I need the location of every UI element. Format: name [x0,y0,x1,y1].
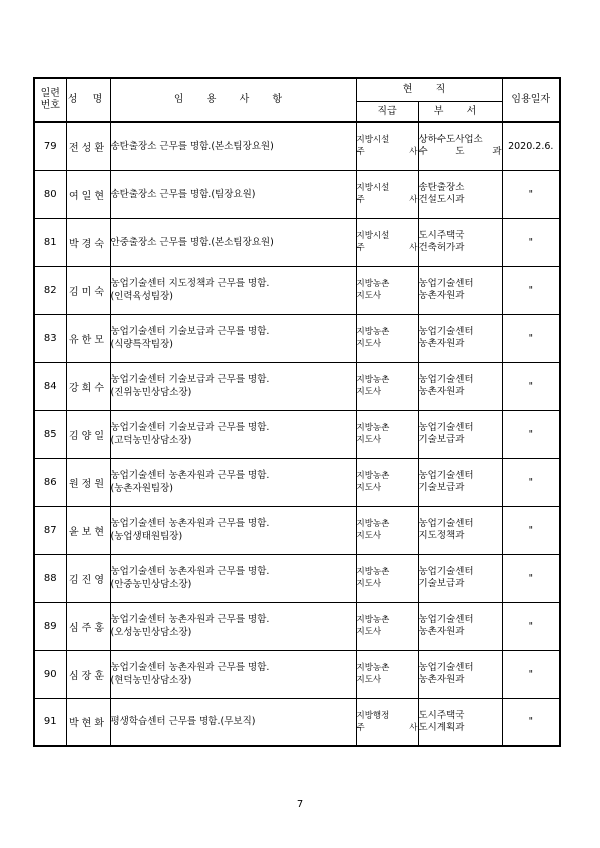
appointment-detail [110,314,356,362]
current-grade [356,698,418,746]
table-row [34,458,560,506]
header-current: 현 직 [356,78,502,102]
grade-line2: 지도사 [356,339,382,349]
appointment-date: " [502,410,560,458]
appointment-detail [110,554,356,602]
appointment-detail [110,698,356,746]
appointment-line1: 농업기술센터 농촌자원과 근무를 명함. [110,470,270,481]
current-grade [356,554,418,602]
dept-line1: 농업기술센터 [418,278,474,289]
current-grade [356,170,418,218]
appointment-date: " [502,650,560,698]
serial-number: 85 [34,410,66,458]
serial-number: 82 [34,266,66,314]
current-dept [418,170,502,218]
table-row [34,122,560,170]
appointment-date: " [502,506,560,554]
appointment-line1: 농업기술센터 농촌자원과 근무를 명함. [110,518,270,529]
grade-line1: 지방농촌 [356,615,390,625]
appointment-date: " [502,314,560,362]
appointment-line1: 농업기술센터 기술보급과 근무를 명함. [110,422,270,433]
current-dept [418,362,502,410]
serial-number: 81 [34,218,66,266]
dept-line2: 농촌자원과 [418,386,465,397]
table-row [34,410,560,458]
dept-line1: 송탄출장소 [418,182,465,193]
appointment-detail [110,410,356,458]
serial-number: 90 [34,650,66,698]
table-row [34,554,560,602]
appointment-date: " [502,218,560,266]
current-dept [418,122,502,170]
person-name: 김진영 [66,554,110,602]
grade-line2: 주 사 [356,243,418,253]
appointment-line2: (농촌자원팀장) [110,483,173,494]
appointment-detail [110,218,356,266]
current-dept [418,506,502,554]
dept-line1: 농업기술센터 [418,326,474,337]
appointment-date: 2020.2.6. [502,122,560,170]
dept-line1: 상하수도사업소 [418,134,483,146]
dept-line1: 농업기술센터 [418,470,474,481]
dept-line2: 농촌자원과 [418,626,465,637]
current-dept [418,698,502,746]
grade-line2: 지도사 [356,531,382,541]
serial-number: 79 [34,122,66,170]
appointment-line2: (인력육성팀장) [110,291,173,302]
appointment-date: " [502,458,560,506]
current-dept [418,554,502,602]
table-body [34,122,560,746]
person-name: 원정원 [66,458,110,506]
dept-line2: 농촌자원과 [418,290,465,301]
current-grade [356,314,418,362]
serial-number: 83 [34,314,66,362]
grade-line1: 지방농촌 [356,279,390,289]
appointment-detail [110,458,356,506]
dept-line1: 도시주택국 [418,230,465,241]
appointment-line2: (오성농민상담소장) [110,627,192,638]
serial-number: 86 [34,458,66,506]
dept-line2: 건설도시과 [418,194,465,205]
appointment-line2: (고덕농민상담소장) [110,435,192,446]
grade-line1: 지방농촌 [356,423,390,433]
grade-line1: 지방시설 [356,183,390,193]
serial-number: 88 [34,554,66,602]
appointment-line2: (진위농민상담소장) [110,387,192,398]
header-date: 임용일자 [502,78,560,122]
table-row [34,218,560,266]
current-grade [356,218,418,266]
serial-number: 91 [34,698,66,746]
person-name: 박현화 [66,698,110,746]
appointment-line1: 농업기술센터 기술보급과 근무를 명함. [110,374,270,385]
current-dept [418,650,502,698]
dept-line1: 도시주택국 [418,709,465,721]
appointment-date: " [502,170,560,218]
appointment-detail [110,650,356,698]
appointment-line1: 농업기술센터 농촌자원과 근무를 명함. [110,614,270,625]
dept-line1: 농업기술센터 [418,662,474,673]
grade-line1: 지방농촌 [356,471,390,481]
person-name: 김미숙 [66,266,110,314]
dept-line1: 농업기술센터 [418,566,474,577]
header-serial-line2: 번호 [40,100,60,111]
appointment-date: " [502,362,560,410]
person-name: 전성환 [66,122,110,170]
current-dept [418,602,502,650]
appointment-line1: 농업기술센터 농촌자원과 근무를 명함. [110,662,270,673]
person-name: 심주홍 [66,602,110,650]
dept-line2: 농촌자원과 [418,674,465,685]
grade-line1: 지방농촌 [356,567,390,577]
grade-line2: 주 사 [356,147,418,158]
grade-line2: 지도사 [356,291,382,301]
appointment-detail [110,122,356,170]
dept-line2: 지도정책과 [418,530,465,541]
header-grade: 직급 [356,102,418,123]
appointment-table [33,77,561,747]
dept-line2: 기술보급과 [418,434,465,445]
appointment-line1: 송탄출장소 근무를 명함.(팀장요원) [110,188,256,200]
grade-line2: 지도사 [356,627,382,637]
current-dept [418,458,502,506]
current-grade [356,410,418,458]
appointment-line1: 평생학습센터 근무를 명함.(무보직) [110,716,256,728]
grade-line2: 주 사 [356,195,418,205]
serial-number: 80 [34,170,66,218]
current-dept [418,266,502,314]
grade-line2: 지도사 [356,483,382,493]
appointment-detail [110,362,356,410]
table-row [34,650,560,698]
dept-line1: 농업기술센터 [418,614,474,625]
appointment-line2: (식량특작팀장) [110,339,173,350]
appointment-line2: (농업생태원팀장) [110,531,183,542]
dept-line2: 기술보급과 [418,578,465,589]
dept-line2: 농촌자원과 [418,338,465,349]
table-row [34,266,560,314]
serial-number: 89 [34,602,66,650]
page-number: 7 [296,799,304,810]
person-name: 유한모 [66,314,110,362]
person-name: 윤보현 [66,506,110,554]
header-appointment: 임 용 사 항 [110,78,356,122]
header-dept: 부 서 [418,102,502,123]
appointment-line1: 농업기술센터 기술보급과 근무를 명함. [110,326,270,337]
grade-line1: 지방시설 [356,231,390,241]
dept-line2: 기술보급과 [418,482,465,493]
dept-line1: 농업기술센터 [418,374,474,385]
grade-line2: 지도사 [356,387,382,397]
appointment-date: " [502,554,560,602]
serial-number: 84 [34,362,66,410]
current-grade [356,458,418,506]
person-name: 김양일 [66,410,110,458]
person-name: 박경숙 [66,218,110,266]
header-serial [34,78,66,122]
grade-line2: 지도사 [356,675,382,685]
appointment-line1: 송탄출장소 근무를 명함.(본소팀장요원) [110,140,274,152]
appointment-line2: (현덕농민상담소장) [110,675,192,686]
dept-line1: 농업기술센터 [418,422,474,433]
dept-line2: 수 도 과 [418,146,502,158]
current-grade [356,650,418,698]
person-name: 여일현 [66,170,110,218]
appointment-detail [110,602,356,650]
person-name: 심장훈 [66,650,110,698]
appointment-detail [110,170,356,218]
table-row [34,314,560,362]
current-dept [418,410,502,458]
header-serial-line1: 일련 [40,88,60,99]
grade-line2: 지도사 [356,579,382,589]
appointment-detail [110,506,356,554]
current-grade [356,602,418,650]
grade-line1: 지방행정 [356,710,390,721]
serial-number: 87 [34,506,66,554]
table-row [34,506,560,554]
appointment-line1: 농업기술센터 지도정책과 근무를 명함. [110,278,270,289]
appointment-date: " [502,602,560,650]
grade-line1: 지방농촌 [356,519,390,529]
appointment-date: " [502,698,560,746]
table-row [34,170,560,218]
grade-line1: 지방농촌 [356,327,390,337]
table-row [34,698,560,746]
appointment-date: " [502,266,560,314]
current-dept [418,314,502,362]
person-name: 강희수 [66,362,110,410]
current-dept [418,218,502,266]
grade-line1: 지방시설 [356,135,390,146]
dept-line2: 도시계획과 [418,721,465,733]
table-header [34,78,560,122]
appointment-line1: 안중출장소 근무를 명함.(본소팀장요원) [110,236,274,248]
table-row [34,602,560,650]
appointment-line2: (안중농민상담소장) [110,579,192,590]
table-row [34,362,560,410]
dept-line2: 건축허가과 [418,242,465,253]
current-grade [356,506,418,554]
grade-line2: 지도사 [356,435,382,445]
appointment-detail [110,266,356,314]
dept-line1: 농업기술센터 [418,518,474,529]
current-grade [356,122,418,170]
current-grade [356,362,418,410]
appointment-line1: 농업기술센터 농촌자원과 근무를 명함. [110,566,270,577]
grade-line2: 주 사 [356,722,418,733]
header-name: 성 명 [66,78,110,122]
grade-line1: 지방농촌 [356,663,390,673]
grade-line1: 지방농촌 [356,375,390,385]
current-grade [356,266,418,314]
